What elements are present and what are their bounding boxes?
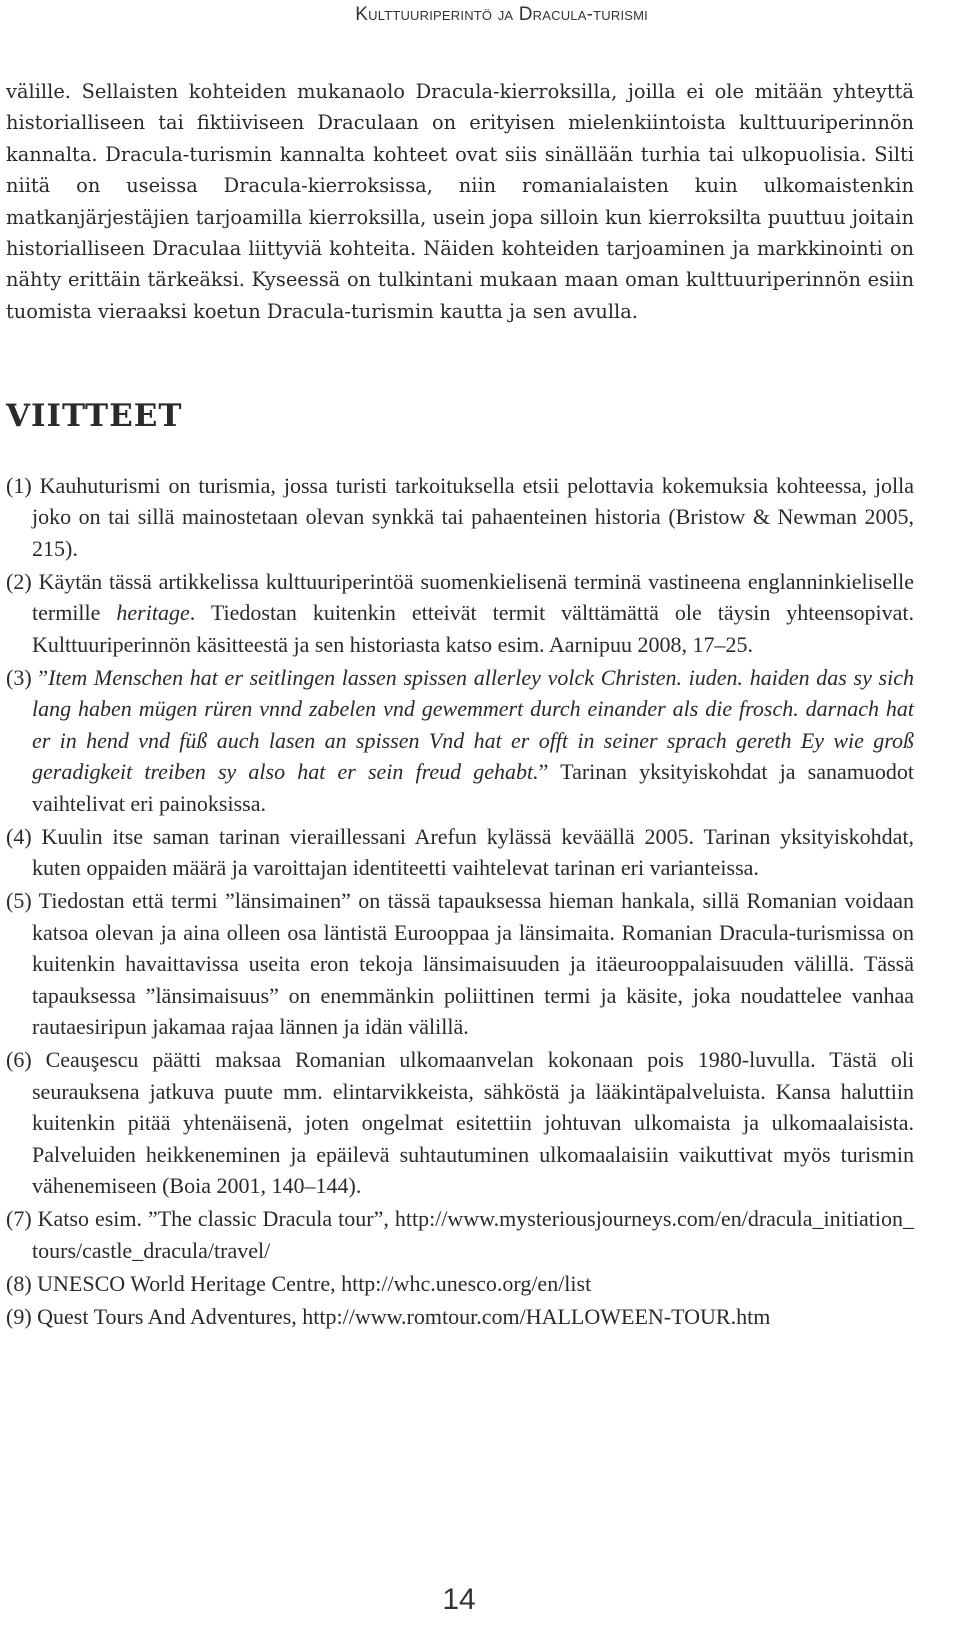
note-6 [6, 1044, 914, 1201]
note-number: (3) [6, 665, 32, 691]
notes-list [6, 470, 914, 1334]
note-number: (1) [6, 473, 32, 498]
note-number: (5) [6, 888, 32, 914]
note-number: (8) [6, 1270, 32, 1296]
note-italic-term: heritage [116, 600, 190, 626]
running-head: Kulttuuriperintö ja Dracula-turismi [355, 4, 648, 25]
note-1 [6, 470, 914, 564]
note-number: (6) [6, 1047, 32, 1073]
note-text: Käytän tässä artikkelissa kulttuuriperintöä suomenkielisenä terminä vastineena englanninkieliselle termille [32, 569, 915, 626]
note-text: Kauhuturismi on turismia, jossa turisti tarkoituksella etsii pelottavia kokemuksia kohteessa, jolla joko on tai sillä mainostetaan olevan synkkä tai pahaenteinen historia (Bristow & Newman 2005, 215). [32, 473, 915, 561]
note-number: (9) [6, 1303, 32, 1329]
note-italic-quote: Item Menschen hat er seitlingen lassen spissen allerley volck Christen. iuden. haiden das sy sich lang haben mügen rüren vnnd zabelen vnd gewemmert durch einander als die frosch. darnach hat er in hend vnd füß auch lasen an spissen Vnd hat er offt in seiner sprach gereth Ey wie groß geradigkeit treiben sy also hat er sein freud gehabt. [32, 665, 914, 785]
note-4 [6, 821, 914, 884]
note-3 [6, 662, 914, 819]
note-text: ” Tarinan yksityiskohdat ja sanamuodot vaihtelivat eri painoksissa. [32, 759, 914, 816]
note-text: Tiedostan että termi ”länsimainen” on tässä tapauksessa hieman hankala, sillä Romanian voidaan katsoa olevan ja aina olleen osa läntistä Eurooppaa ja länsimaita. Romanian Dracula-turismissa on kuitenkin havaittavissa useita eron tekoja länsimaisuuden ja itäeurooppalaisuuden välillä. Tässä tapauksessa ”länsimaisuus” on enemmänkin poliittinen termi ja käsite, joka noudattelee vanhaa rautaesiripun jakamaa rajaa lännen ja idän välillä. [32, 888, 914, 1040]
note-text: Kuulin itse saman tarinan vieraillessani Arefun kylässä keväällä 2005. Tarinan yksityiskohdat, kuten oppaiden määrä ja varoittajan identiteetti vaihtelevat tarinan eri varianteissa. [32, 823, 915, 881]
note-5 [6, 885, 914, 1042]
note-2 [6, 566, 914, 660]
note-text: Ceauşescu päätti maksaa Romanian ulkomaanvelan kokonaan pois 1980-luvulla. Tästä oli seurauksena jatkuva puute mm. elintarvikkeista, sähköstä ja lääkintäpalveluista. Kansa haluttiin kuitenkin pitää yhtenäisenä, joten ongelmat esitettiin johtuvan ulkomaista ja ulkomaalaisista. Palveluiden heikkeneminen ja epäilevä suhtautuminen ulkomaalaisiin vaikuttivat myös turismin vähenemiseen (Boia 2001, 140–144). [32, 1047, 914, 1198]
note-text: Quest Tours And Adventures, http://www.romtour.com/HALLOWEEN-TOUR.htm [37, 1303, 771, 1329]
notes-heading: VIITTEET [6, 398, 183, 434]
note-7 [6, 1203, 914, 1266]
page-number: 14 [442, 1583, 476, 1616]
note-text: . Tiedostan kuitenkin etteivät termit välttämättä ole täysin yhteensopivat. Kulttuuriperinnön käsitteestä ja sen historiasta katso esim. Aarnipuu 2008, 17–25. [32, 600, 915, 657]
body-paragraph: välille. Sellaisten kohteiden mukanaolo Dracula-kierroksilla, joilla ei ole mitään yhteyttä historialliseen tai fiktiiviseen Draculaan on erityisen mielenkiintoista kulttuuriperinnön kannalta. Dracula-turismin kannalta kohteet ovat siis sinällään turhia tai ulkopuolisia. Silti niitä on useissa Dracula-kierroksissa, niin romanialaisten kuin ulkomaistenkin matkanjärjestäjien tarjoamilla kierroksilla, usein jopa silloin kun kierroksilta puuttuu joitain historialliseen Draculaa liittyviä kohteita. Näiden kohteiden tarjoaminen ja markkinointi on nähty erittäin tärkeäksi. Kyseessä on tulkintani mukaan maan oman kulttuuriperinnön esiin tuomista vieraaksi koetun Dracula-turismin kautta ja sen avulla. [6, 80, 914, 323]
note-text: Katso esim. ”The classic Dracula tour”, http://www.mysteriousjourneys.com/en/dracula_initiation_tours/castle_dracula/travel/ [32, 1206, 914, 1263]
quote-mark: ” [38, 665, 49, 691]
note-8 [6, 1268, 914, 1299]
note-number: (7) [6, 1206, 32, 1232]
note-number: (4) [6, 823, 32, 849]
note-number: (2) [6, 569, 32, 595]
note-text: UNESCO World Heritage Centre, http://whc.unesco.org/en/list [37, 1270, 592, 1296]
note-9 [6, 1301, 914, 1332]
